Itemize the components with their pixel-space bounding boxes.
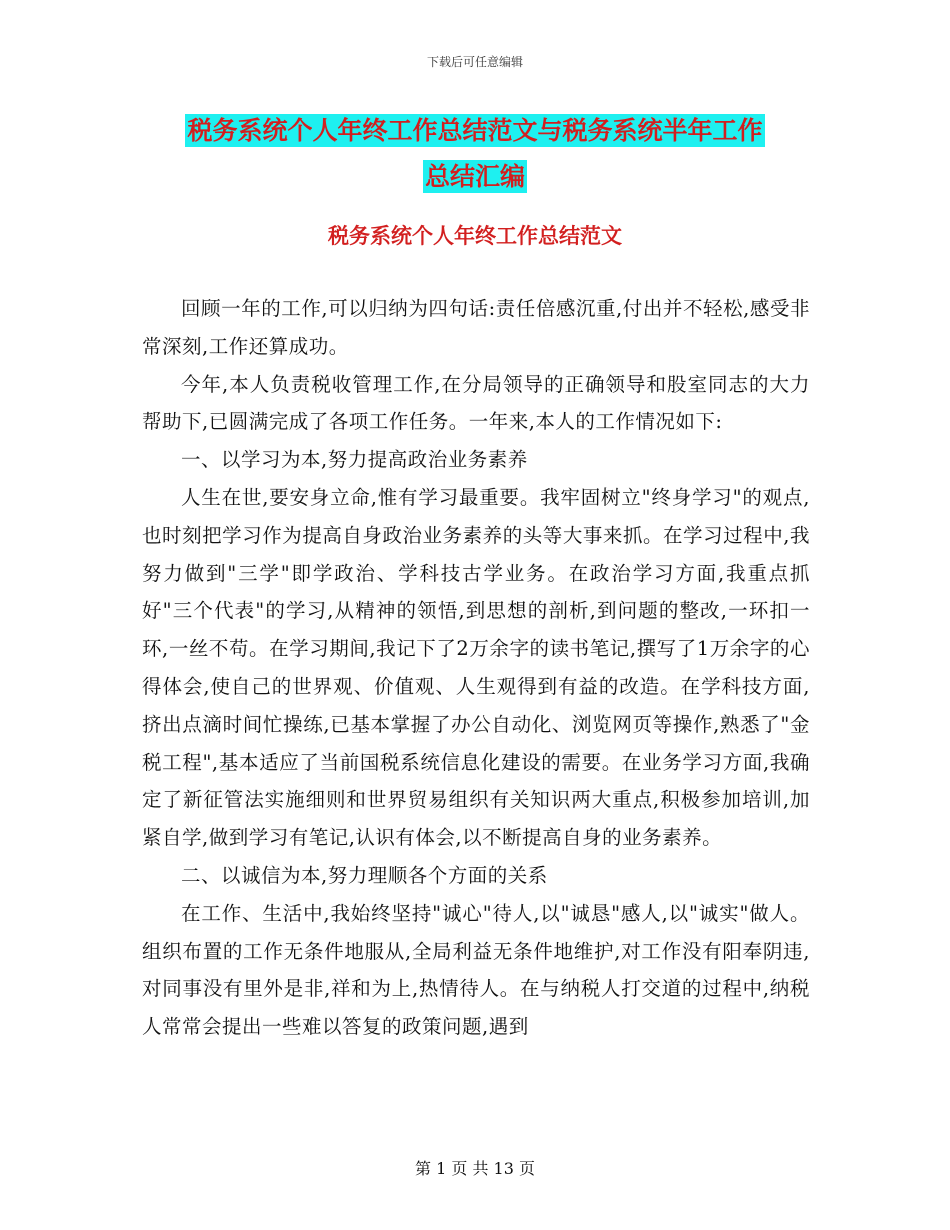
section-title: 税务系统个人年终工作总结范文 [328, 224, 622, 248]
paragraph: 在工作、生活中,我始终坚持"诚心"待人,以"诚恳"感人,以"诚实"做人。组织布置的工作无条件地服从,全局利益无条件地维护,对工作没有阳奉阴违,对同事没有里外是非,祥和为上,热情待人。在与纳税人打交道的过程中,纳税人常常会提出一些难以答复的政策问题,遇到 [142, 901, 810, 1039]
document-title-line-1: 税务系统个人年终工作总结范文与税务系统半年工作 [187, 116, 763, 145]
page-number-footer: 第 1 页 共 13 页 [415, 1159, 535, 1178]
document-body [142, 290, 810, 1046]
paragraph: 今年,本人负责税收管理工作,在分局领导的正确领导和股室同志的大力帮助下,已圆满完成了各项工作任务。一年来,本人的工作情况如下: [142, 372, 810, 434]
subheading: 一、以学习为本,努力提高政治业务素养 [181, 448, 528, 472]
header-note: 下载后可任意编辑 [426, 55, 523, 69]
document-title [120, 108, 830, 200]
paragraph: 人生在世,要安身立命,惟有学习最重要。我牢固树立"终身学习"的观点,也时刻把学习作为提高自身政治业务素养的头等大事来抓。在学习过程中,我努力做到"三学"即学政治、学科技古学业务。在政治学习方面,我重点抓好"三个代表"的学习,从精神的领悟,到思想的剖析,到问题的整改,一环扣一环,一丝不苟。在学习期间,我记下了2万余字的读书笔记,撰写了1万余字的心得体会,使自己的世界观、价值观、人生观得到有益的改造。在学科技方面,挤出点滴时间忙操练,已基本掌握了办公自动化、浏览网页等操作,熟悉了"金税工程",基本适应了当前国税系统信息化建设的需要。在业务学习方面,我确定了新征管法实施细则和世界贸易组织有关知识两大重点,积极参加培训,加紧自学,做到学习有笔记,认识有体会,以不断提高自身的业务素养。 [142, 485, 810, 850]
document-title-line-2: 总结汇编 [424, 162, 525, 191]
paragraph: 回顾一年的工作,可以归纳为四句话:责任倍感沉重,付出并不轻松,感受非常深刻,工作还算成功。 [142, 297, 810, 358]
subheading: 二、以诚信为本,努力理顺各个方面的关系 [181, 863, 548, 887]
